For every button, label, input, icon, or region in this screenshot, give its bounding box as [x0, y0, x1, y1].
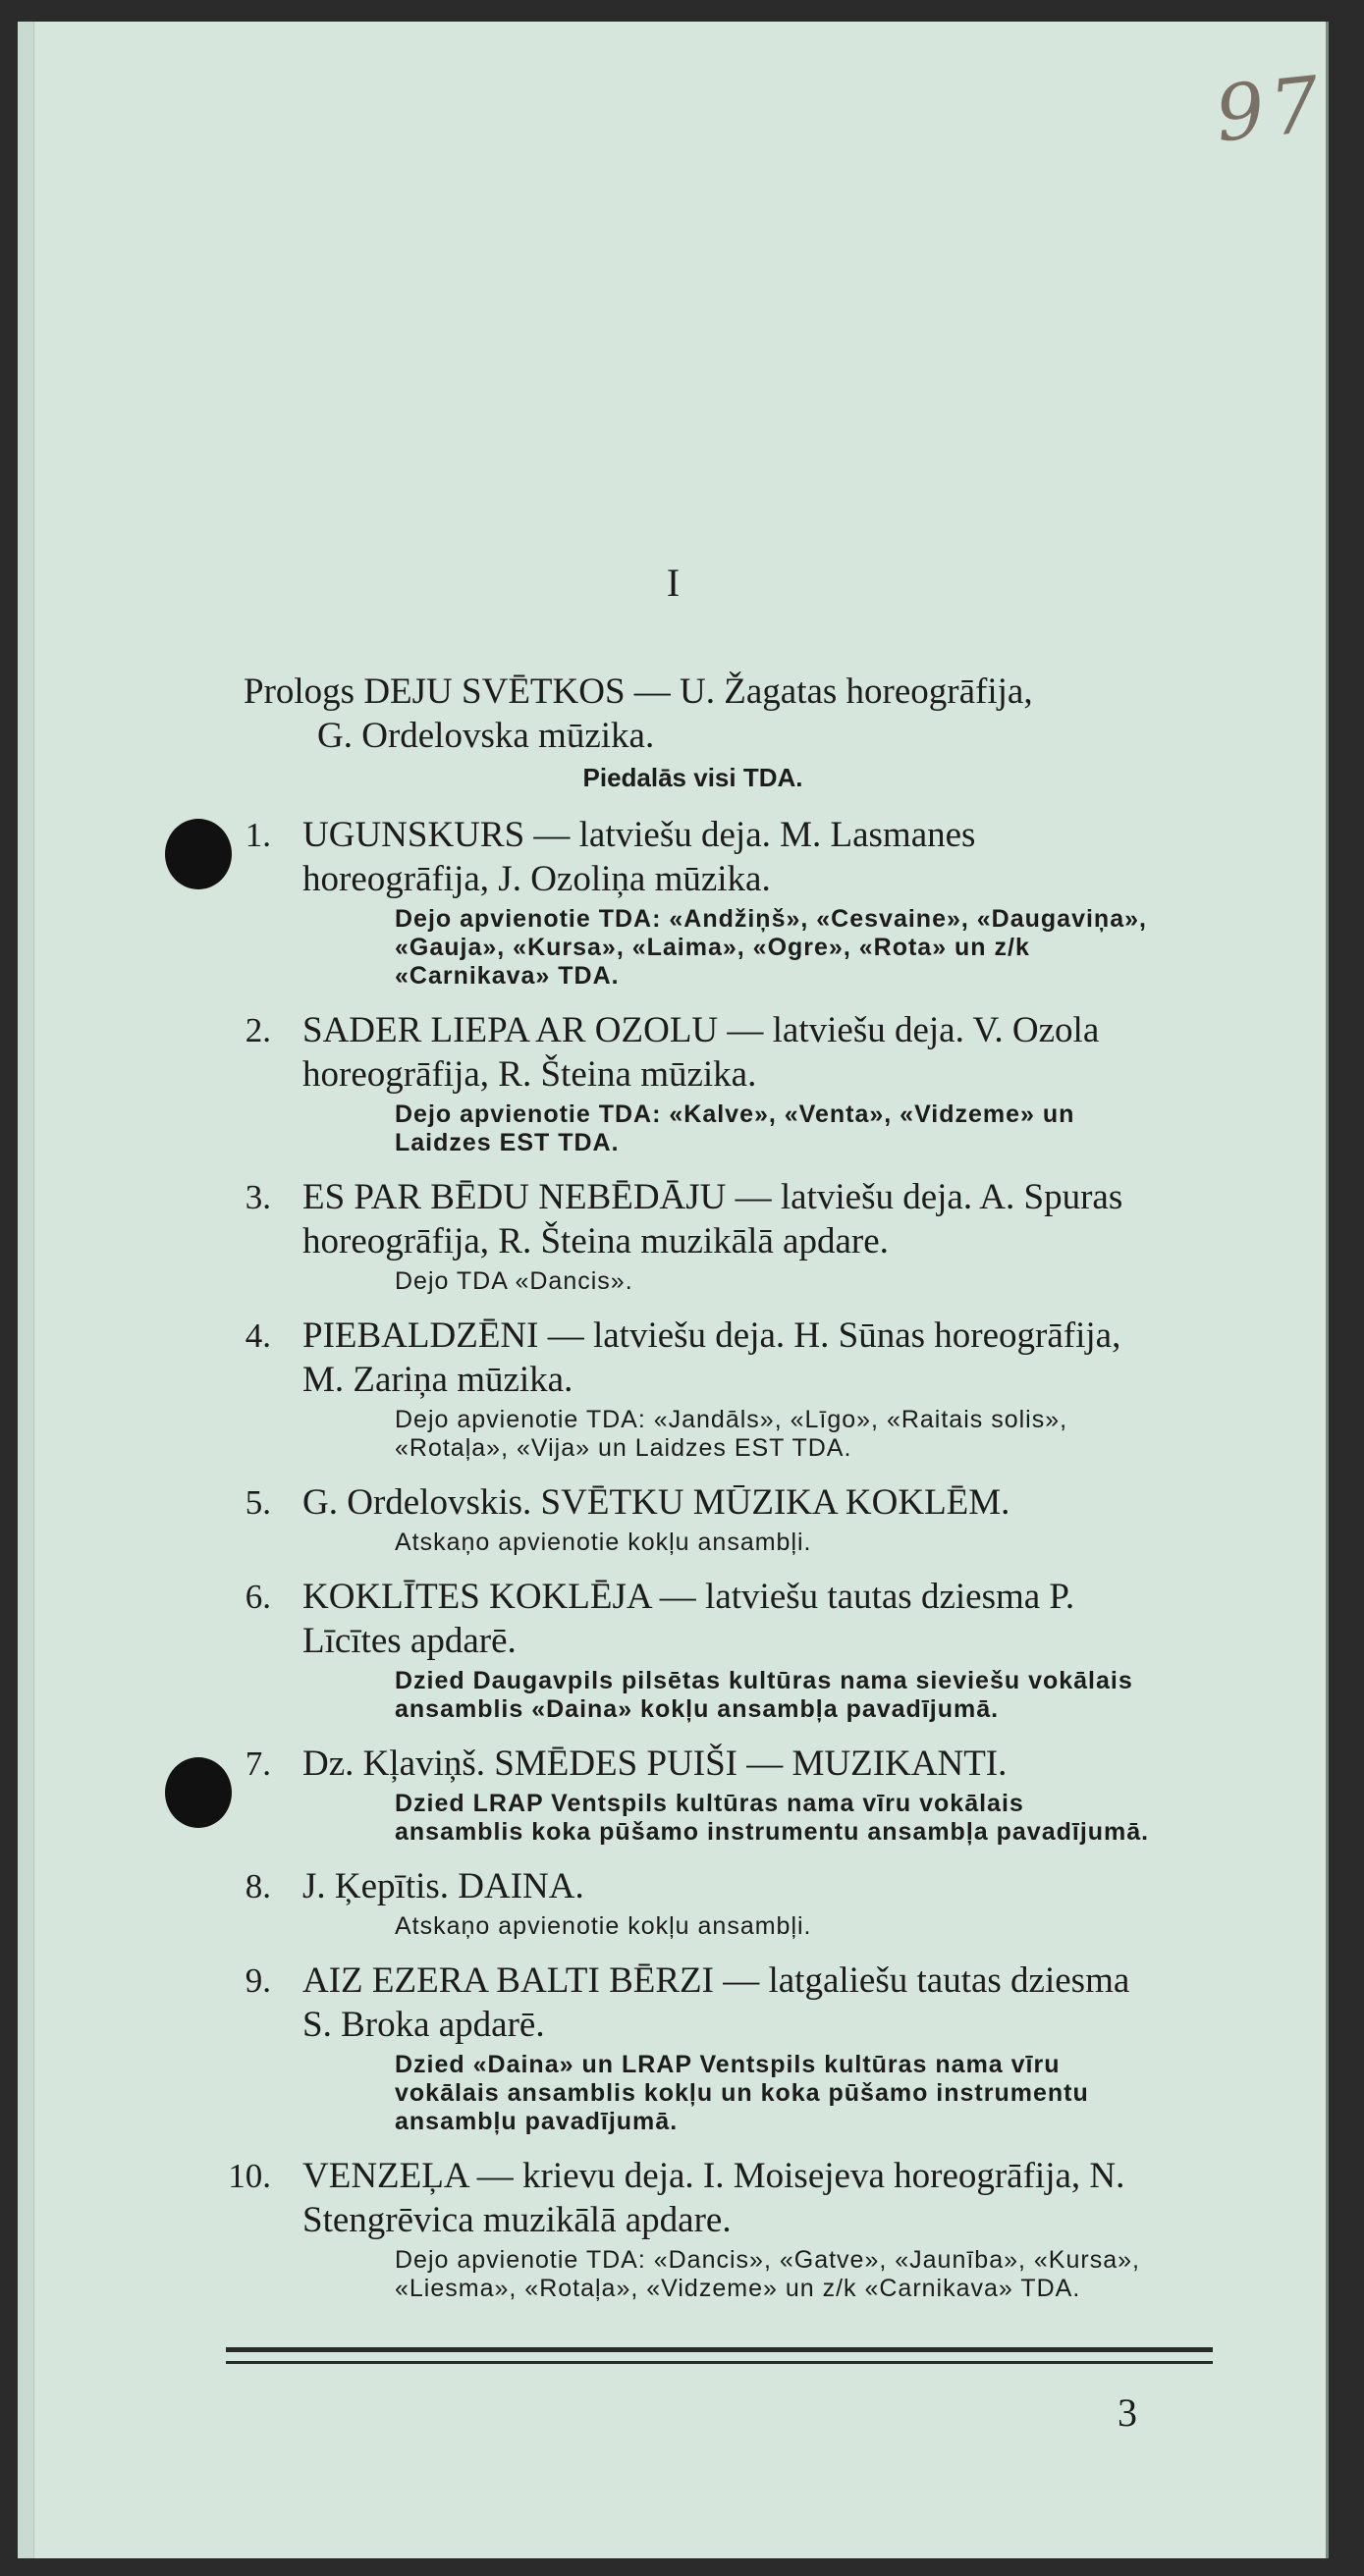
item-title: G. Ordelovskis. SVĒTKU MŪZIKA KOKLĒM. — [302, 1482, 1010, 1523]
item-number: 10. — [228, 2157, 271, 2195]
item-title: SADER LIEPA AR OZOLU — latviešu deja. V. Ozola horeogrāfija, R. Šteina mūzika. — [302, 1010, 1100, 1095]
item-title: KOKLĪTES KOKLĒJA — latviešu tautas dziesma P. Līcītes apdarē. — [302, 1577, 1075, 1661]
program-item — [18, 1959, 1329, 2136]
prolog-entry — [18, 670, 1329, 758]
item-number: 9. — [245, 1961, 271, 2000]
program-item — [18, 1314, 1329, 1463]
program-list — [18, 670, 1329, 2321]
item-performers: Dejo TDA «Dancis». — [395, 1267, 633, 1295]
item-performers: Dejo apvienotie TDA: «Kalve», «Venta», «Vidzeme» un Laidzes EST TDA. — [395, 1100, 1075, 1156]
footer-rule-thin — [226, 2361, 1213, 2364]
item-performers: Dejo apvienotie TDA: «Jandāls», «Līgo», «Raitais solis», «Rotaļa», «Vija» un Laidzes EST TDA. — [395, 1406, 1068, 1462]
handwritten-page-mark: 97 — [1211, 60, 1330, 160]
item-performers: Atskaņo apvienotie kokļu ansambļi. — [395, 1529, 812, 1556]
item-performers: Dzied Daugavpils pilsētas kultūras nama sieviešu vokālais ansamblis «Daina» kokļu ansambļa pavadījumā. — [395, 1667, 1133, 1723]
item-performers: Dejo apvienotie TDA: «Dancis», «Gatve», «Jaunība», «Kursa», «Liesma», «Rotaļa», «Vidzeme» un z/k «Carnikava» TDA. — [395, 2246, 1140, 2302]
item-performers: Dzied LRAP Ventspils kultūras nama vīru vokālais ansamblis koka pūšamo instrumentu ansambļa pavadījumā. — [395, 1790, 1150, 1846]
item-title: UGUNSKURS — latviešu deja. M. Lasmanes horeogrāfija, J. Ozoliņa mūzika. — [302, 815, 976, 899]
program-item — [18, 1575, 1329, 1724]
item-number: 3. — [245, 1178, 271, 1216]
item-title: VENZEĻA — krievu deja. I. Moisejeva horeogrāfija, N. Stengrēvica muzikālā apdare. — [302, 2156, 1125, 2240]
item-number: 6. — [245, 1578, 271, 1616]
item-number: 4. — [245, 1316, 271, 1355]
footer-rule — [226, 2347, 1213, 2352]
prolog-line-1: Prologs DEJU SVĒTKOS — U. Žagatas horeogrāfija, — [244, 671, 1033, 712]
item-number: 5. — [245, 1483, 271, 1522]
program-item — [18, 1742, 1329, 1847]
item-performers: Dzied «Daina» un LRAP Ventspils kultūras nama vīru vokālais ansamblis kokļu un koka pūšamo instrumentu ansambļu pavadījumā. — [395, 2051, 1089, 2135]
section-heading: I — [666, 561, 681, 605]
item-number: 2. — [245, 1011, 271, 1049]
item-number: 7. — [245, 1744, 271, 1783]
program-item — [18, 2154, 1329, 2303]
program-page — [18, 22, 1329, 2558]
item-performers: Atskaņo apvienotie kokļu ansambļi. — [395, 1912, 812, 1940]
item-performers: Dejo apvienotie TDA: «Andžiņš», «Cesvaine», «Daugaviņa», «Gauja», «Kursa», «Laima», «Ogre», «Rota» un z/k «Carnikava» TDA. — [395, 905, 1147, 990]
item-title: ES PAR BĒDU NEBĒDĀJU — latviešu deja. A. Spuras horeogrāfija, R. Šteina muzikālā apdare. — [302, 1177, 1123, 1261]
prolog-line-2: G. Ordelovska mūzika. — [317, 716, 655, 756]
item-title: J. Ķepītis. DAINA. — [302, 1866, 584, 1906]
program-item — [18, 1864, 1329, 1941]
item-number: 8. — [245, 1867, 271, 1905]
prolog-note: Piedalās visi TDA. — [582, 763, 803, 792]
program-item — [18, 813, 1329, 991]
item-title: AIZ EZERA BALTI BĒRZI — latgaliešu tautas dziesma S. Broka apdarē. — [302, 1960, 1130, 2045]
page-number: 3 — [1118, 2390, 1137, 2435]
program-item — [18, 1008, 1329, 1157]
item-number: 1. — [245, 816, 271, 854]
item-title: Dz. Kļaviņš. SMĒDES PUIŠI — MUZIKANTI. — [302, 1744, 1008, 1784]
program-item — [18, 1480, 1329, 1557]
item-title: PIEBALDZĒNI — latviešu deja. H. Sūnas horeogrāfija, M. Zariņa mūzika. — [302, 1315, 1121, 1400]
program-item — [18, 1175, 1329, 1296]
